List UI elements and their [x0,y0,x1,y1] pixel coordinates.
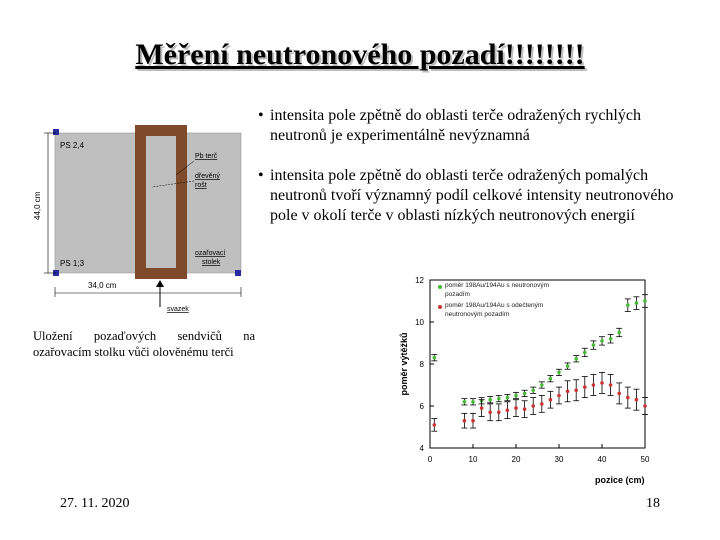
x-axis-label: pozice (cm) [595,475,645,485]
frame-inner [146,136,176,268]
data-point [583,385,587,389]
data-point [523,392,527,396]
data-point [617,331,621,335]
data-point [557,371,561,375]
data-point [433,423,437,427]
y-tick-label: 8 [419,360,424,369]
data-point [488,398,492,402]
label-wood-1: dřevěný [195,173,220,180]
bullet-text: intensita pole zpětně do oblasti terče odražených rychlých neutronů je experimentálně nevýznamná [270,107,641,144]
data-point [523,407,527,411]
data-point [506,408,510,412]
label-wood-2: rošt [195,182,207,189]
data-point [540,402,544,406]
dim-vertical-label: 44,0 cm [33,191,42,220]
legend-label-red: poměr 198Au/194Au s odečteným neutronovým pozadím [445,302,544,318]
bullet-item [258,166,688,226]
y-tick-label: 6 [419,402,424,411]
bullet-text: intensita pole zpětně do oblasti terče odražených pomalých neutronů tvoří významný podíl celkové intensity neutronového pole v okolí terče v oblasti nízkých neutronových energií [270,167,674,224]
data-point [531,388,535,392]
data-point [592,383,596,387]
label-table-1: ozařovací [195,250,226,257]
label-ps24: PS 2,4 [60,141,85,150]
x-tick-label: 0 [427,455,433,464]
data-point [609,337,613,341]
setup-diagram [30,125,260,313]
data-point [497,411,501,415]
x-tick-label: 40 [597,455,607,464]
legend-marker-green [438,285,442,289]
marker-right [235,270,241,276]
bullet-glyph: • [258,167,264,184]
data-point [574,357,578,361]
bullet-list [258,106,688,246]
beam-label: svazek [167,306,189,313]
x-tick-label: 50 [640,455,650,464]
dim-horizontal-label: 34,0 cm [88,281,117,290]
legend [438,281,570,325]
data-point [617,392,621,396]
data-point [514,394,518,398]
slide-title: Měření neutronového pozadí!!!!!!!! [135,38,585,71]
bullet-glyph: • [258,107,264,124]
data-point [592,343,596,347]
data-point [463,400,467,404]
marker-top-left [53,129,59,135]
data-point [626,303,630,307]
data-point [471,419,475,423]
data-point [626,396,630,400]
data-point [600,381,604,385]
data-point [557,394,561,398]
y-tick-label: 10 [415,318,424,327]
label-table-2: stolek [202,259,221,266]
data-point [488,411,492,415]
bullet-item [258,106,688,146]
data-point [583,351,587,355]
y-axis-label: poměr výtěžků [399,332,409,396]
data-point [463,419,467,423]
data-point [566,364,570,368]
data-point [471,400,475,404]
data-point [514,406,518,410]
data-point [635,398,639,402]
beam-arrow-head [156,280,164,287]
data-point [433,356,437,360]
diagram-caption: Uložení pozaďových sendvičů na ozařovacím stolku vůči olověnému terči [33,329,255,359]
y-tick-label: 12 [415,276,424,285]
data-point [506,396,510,400]
x-tick-label: 20 [511,455,521,464]
data-point [609,383,613,387]
data-point [480,406,484,410]
label-ps13: PS 1;3 [60,259,85,268]
data-point [574,388,578,392]
data-point [531,404,535,408]
page-number: 18 [646,496,660,511]
ratio-chart [395,272,695,512]
legend-label-green: poměr 198Au/194Au s neutronovým pozadím [445,282,550,298]
data-point [643,299,647,303]
data-point [540,383,544,387]
x-tick-label: 10 [468,455,478,464]
data-point [549,398,553,402]
legend-marker-red [438,305,442,309]
data-point [635,301,639,305]
data-point [643,404,647,408]
data-point [566,390,570,394]
data-point [600,339,604,343]
slide-date: 27. 11. 2020 [60,496,130,511]
data-point [497,397,501,401]
label-pb-target: Pb terč [195,153,218,160]
y-tick-label: 4 [419,444,424,453]
data-point [549,377,553,381]
x-tick-label: 30 [554,455,564,464]
